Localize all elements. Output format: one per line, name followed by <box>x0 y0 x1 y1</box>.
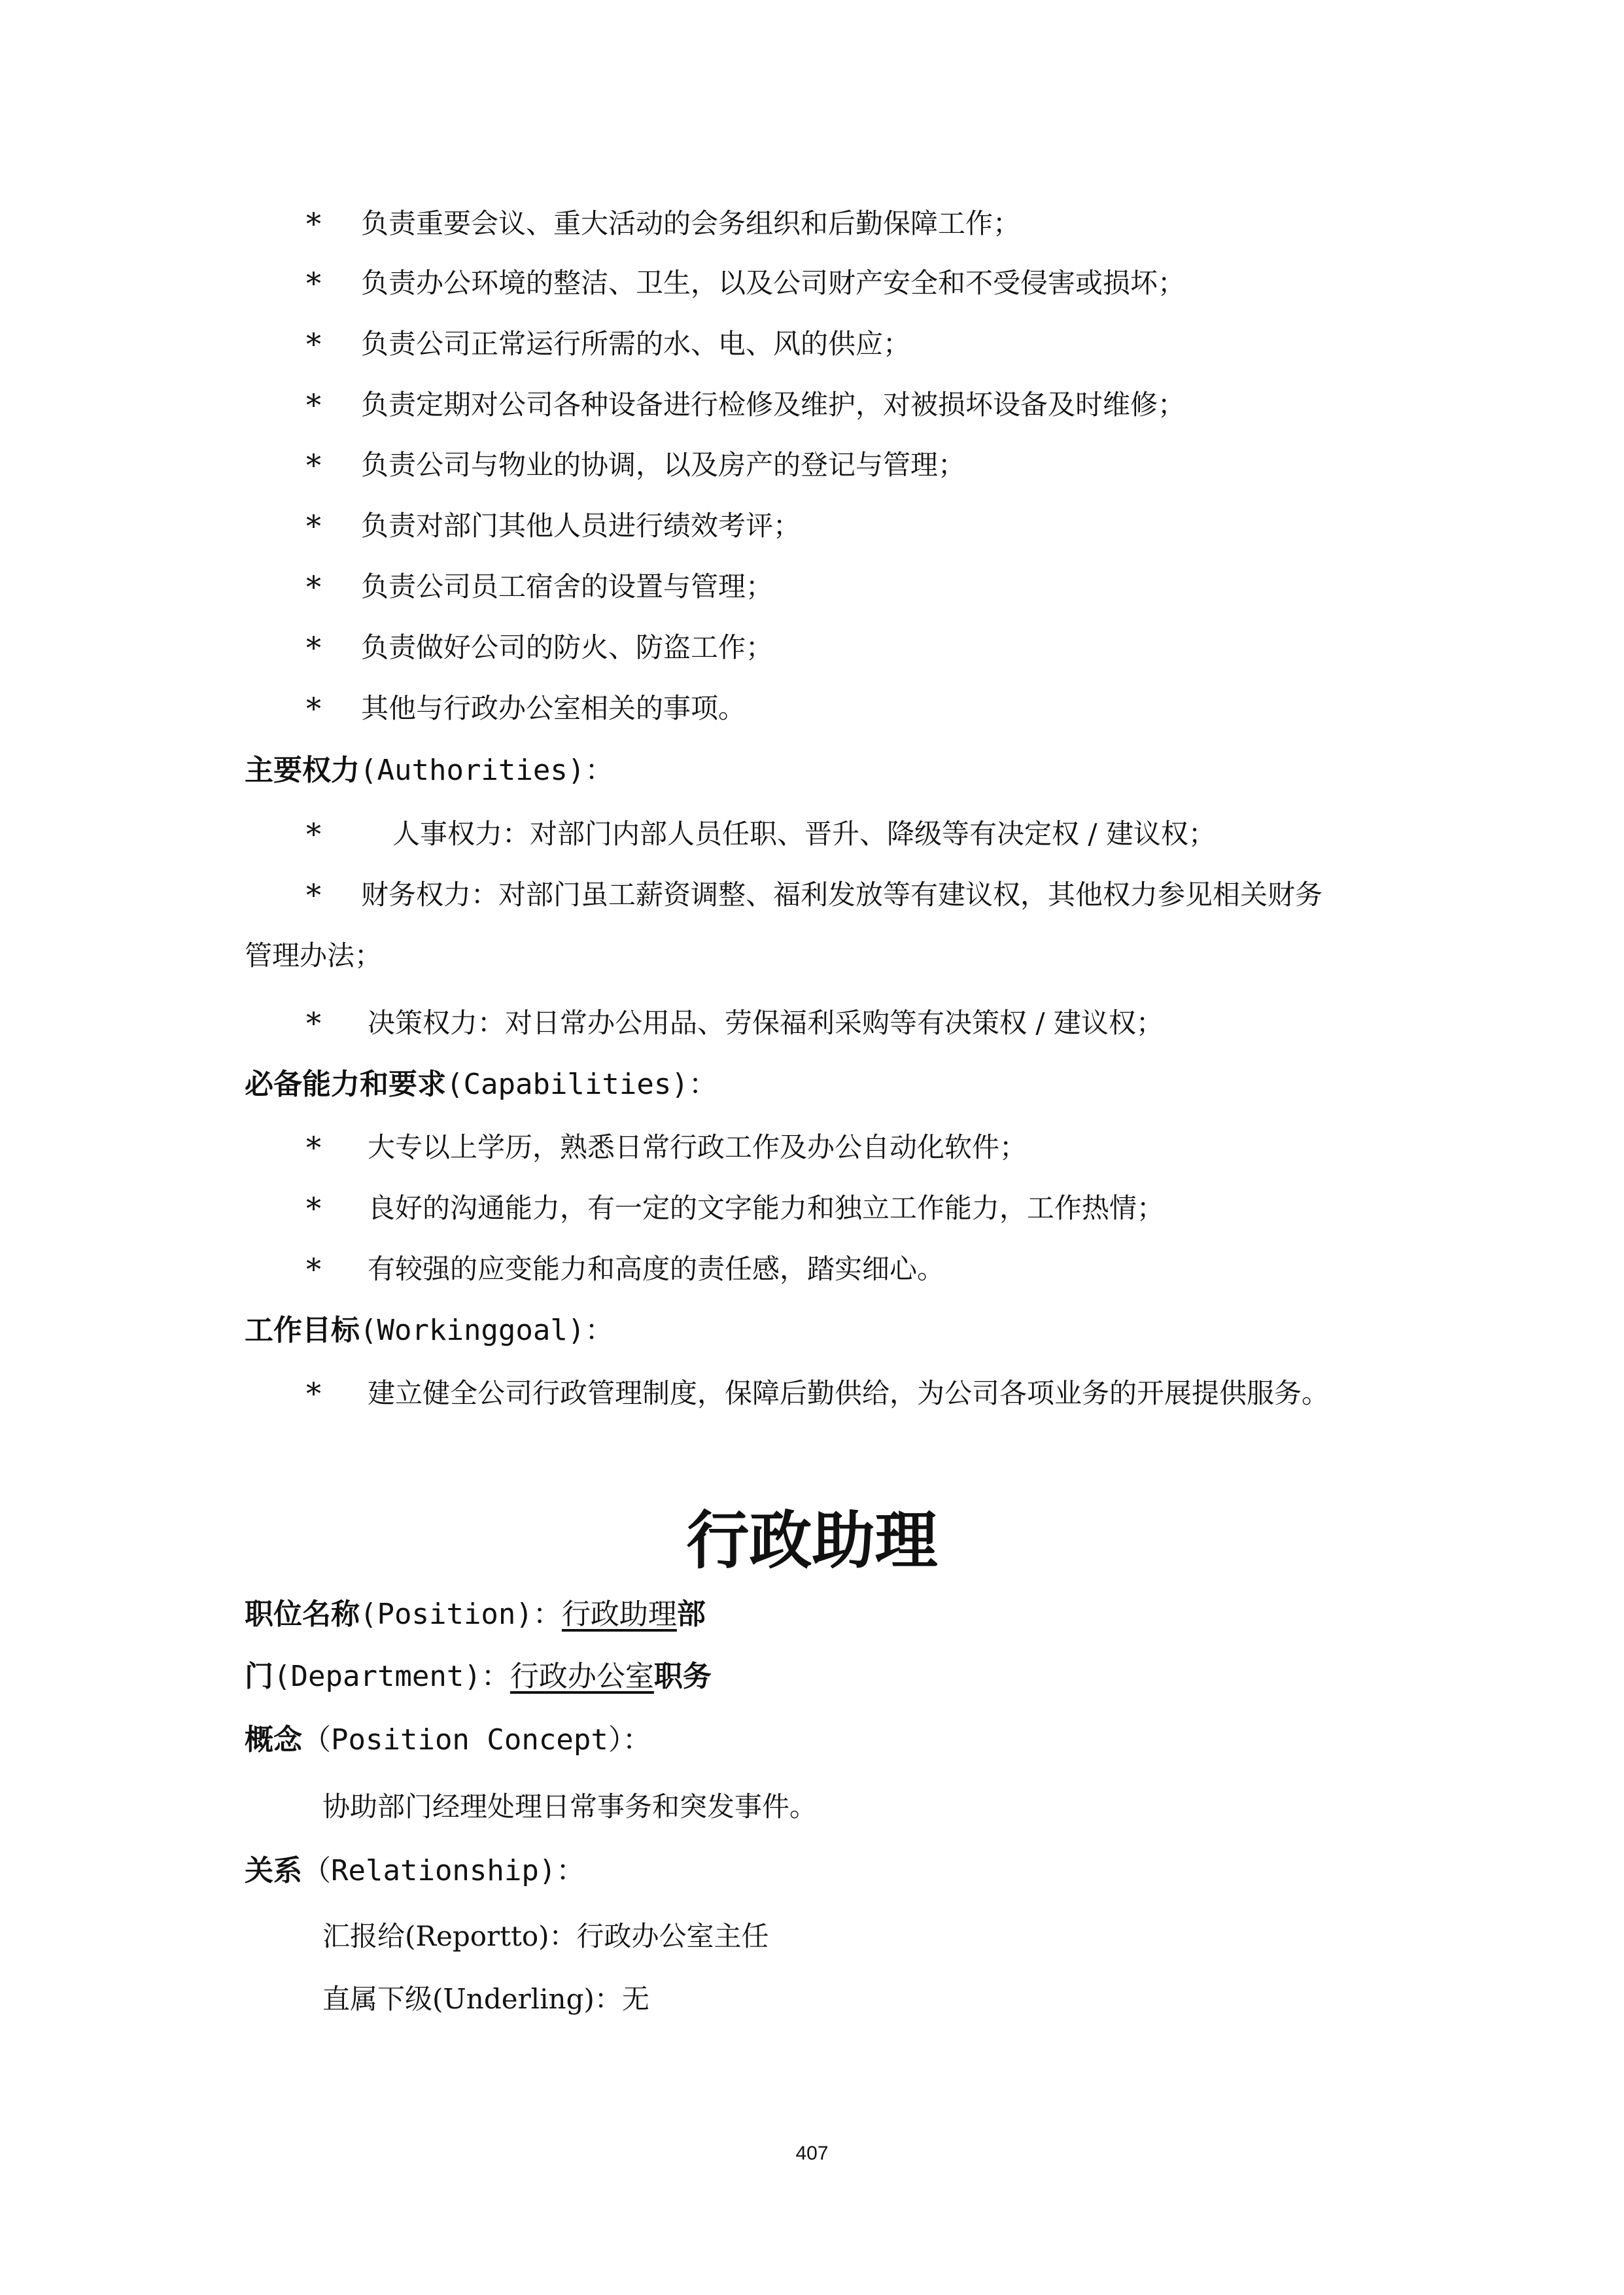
authority-text: 决策权力：对日常办公用品、劳保福利采购等有决策权 / 建议权； <box>368 1007 1164 1039</box>
bullet-star-icon: * <box>306 206 321 241</box>
concept-text: 协助部门经理处理日常事务和突发事件。 <box>322 1791 818 1823</box>
capabilities-heading: 必备能力和要求(Capabilities)： <box>245 1068 717 1101</box>
bullet-star-icon: * <box>306 877 321 913</box>
authority-text: 人事权力：对部门内部人员任职、晋升、降级等有决定权 / 建议权； <box>392 818 1216 850</box>
duty-text: 其他与行政办公室相关的事项。 <box>361 692 746 724</box>
report-to-line: 汇报给(Reportto)：行政办公室主任 <box>322 1920 769 1952</box>
authority-text: 财务权力：对部门虽工薪资调整、福利发放等有建议权，其他权力参见相关财务 <box>361 879 1323 911</box>
bullet-star-icon: * <box>306 1252 321 1287</box>
position-field: 职位名称(Position)：行政助理部 <box>245 1598 706 1631</box>
bullet-star-icon: * <box>306 1130 321 1165</box>
bullet-star-icon: * <box>306 447 321 483</box>
department-field: 门(Department)：行政办公室职务 <box>245 1660 712 1693</box>
duty-text: 负责做好公司的防火、防盗工作； <box>361 631 774 663</box>
capability-text: 良好的沟通能力，有一定的文字能力和独立工作能力，工作热情； <box>368 1192 1165 1224</box>
bullet-star-icon: * <box>306 387 321 423</box>
capability-text: 有较强的应变能力和高度的责任感，踏实细心。 <box>368 1253 945 1285</box>
bullet-star-icon: * <box>306 816 321 852</box>
bullet-star-icon: * <box>306 326 321 362</box>
department-value: 行政办公室 <box>510 1660 654 1693</box>
working-goal-text: 建立健全公司行政管理制度，保障后勤供给，为公司各项业务的开展提供服务。 <box>368 1377 1330 1409</box>
bullet-star-icon: * <box>306 1376 321 1411</box>
bullet-star-icon: * <box>306 691 321 726</box>
section-title: 行政助理 <box>686 1504 938 1577</box>
bullet-star-icon: * <box>306 266 321 301</box>
position-value: 行政助理 <box>561 1598 677 1631</box>
capability-text: 大专以上学历，熟悉日常行政工作及办公自动化软件； <box>368 1131 1028 1163</box>
duty-text: 负责重要会议、重大活动的会务组织和后勤保障工作； <box>361 207 1021 239</box>
bullet-star-icon: * <box>306 630 321 665</box>
authorities-heading: 主要权力(Authorities)： <box>245 754 614 787</box>
bullet-star-icon: * <box>306 569 321 604</box>
relationship-heading: 关系（Relationship)： <box>245 1854 585 1887</box>
duty-text: 负责对部门其他人员进行绩效考评； <box>361 510 801 542</box>
duty-text: 负责公司正常运行所需的水、电、风的供应； <box>361 328 911 360</box>
authority-continuation: 管理办法； <box>245 939 383 972</box>
page-number: 407 <box>795 2143 829 2164</box>
concept-heading: 概念（Position Concept）： <box>245 1723 651 1757</box>
duty-text: 负责公司与物业的协调，以及房产的登记与管理； <box>361 449 966 481</box>
underling-line: 直属下级(Underling)：无 <box>322 1983 649 2015</box>
duty-text: 负责公司员工宿舍的设置与管理； <box>361 570 774 603</box>
working-goal-heading: 工作目标(Workinggoal)： <box>245 1314 614 1347</box>
duty-text: 负责办公环境的整洁、卫生，以及公司财产安全和不受侵害或损坏； <box>361 267 1186 299</box>
bullet-star-icon: * <box>306 1006 321 1041</box>
bullet-star-icon: * <box>306 508 321 544</box>
bullet-star-icon: * <box>306 1191 321 1226</box>
duty-text: 负责定期对公司各种设备进行检修及维护，对被损坏设备及时维修； <box>361 389 1186 421</box>
